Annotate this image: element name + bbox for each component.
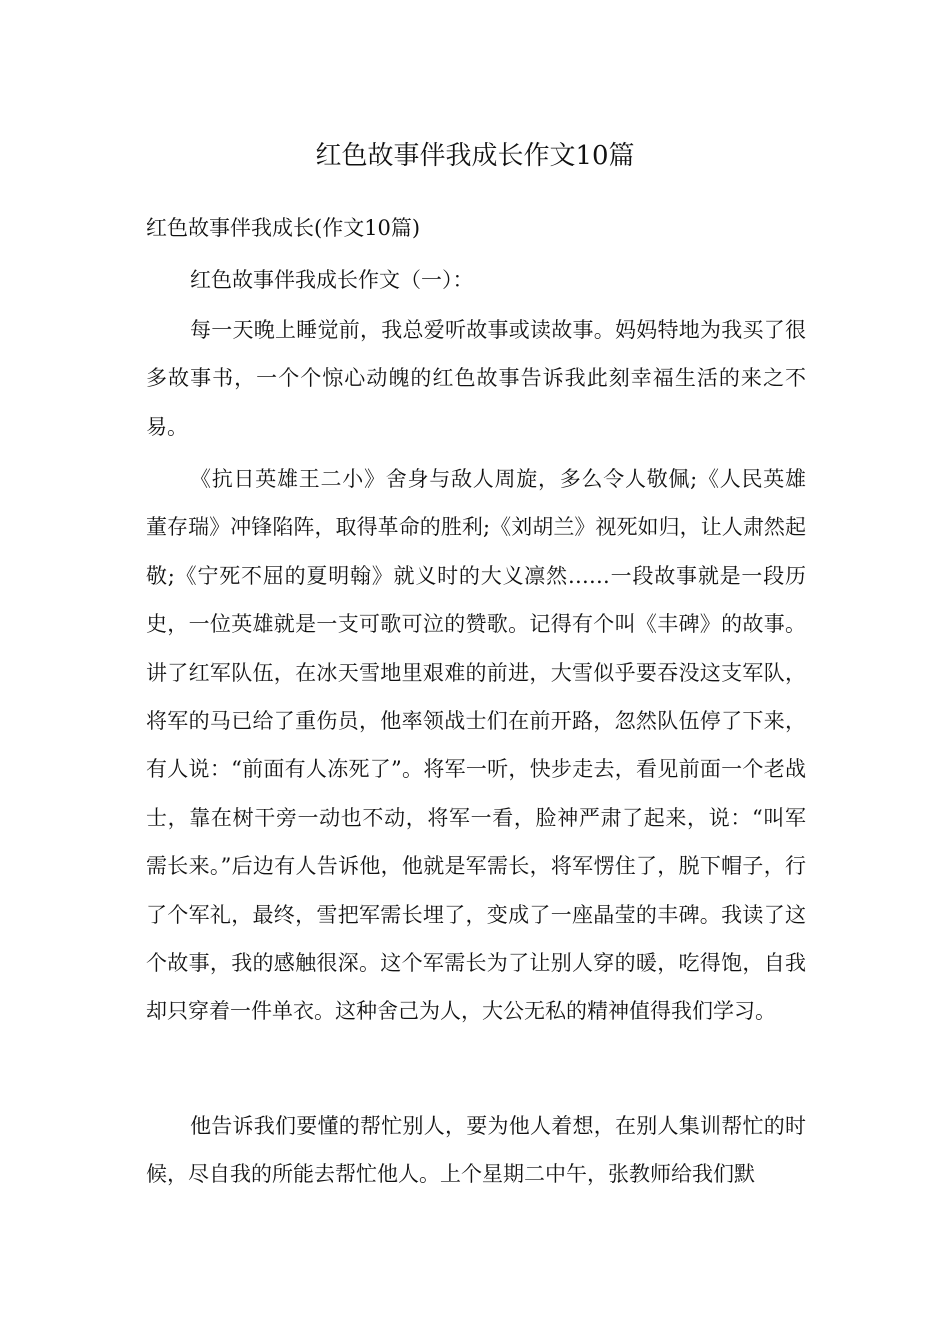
body-paragraph: 每一天晚上睡觉前，我总爱听故事或读故事。妈妈特地为我买了很多故事书，一个个惊心动魄的红色故事告诉我此刻幸福生活的来之不易。 (146, 318, 806, 439)
body-paragraph: 《抗日英雄王二小》舍身与敌人周旋，多么令人敬佩;《人民英雄董存瑞》冲锋陷阵，取得革命的胜利;《刘胡兰》视死如归，让人肃然起敬;《宁死不屈的夏明翰》就义时的大义凛然……一段故事就是一段历史，一位英雄就是一支可歌可泣的赞歌。记得有个叫《丰碑》的故事。讲了红军队伍，在冰天雪地里艰难的前进，大雪似乎要吞没这支军队，将军的马已给了重伤员，他率领战士们在前开路，忽然队伍停了下来，有人说：“前面有人冻死了”。将军一听，快步走去，看见前面一个老战士，靠在树干旁一动也不动，将军一看，脸神严肃了起来，说：“叫军需长来。”后边有人告诉他，他就是军需长，将军愣住了，脱下帽子，行了个军礼，最终，雪把军需长埋了，变成了一座晶莹的丰碑。我读了这个故事，我的感触很深。这个军需长为了让别人穿的暖，吃得饱，自我却只穿着一件单衣。这种舍己为人，大公无私的精神值得我们学习。 (146, 467, 806, 1024)
section-heading: 红色故事伴我成长作文（一）： (190, 268, 474, 292)
document-subtitle: 红色故事伴我成长(作文10篇) (146, 216, 421, 240)
document-title: 红色故事伴我成长作文10篇 (315, 141, 635, 171)
body-paragraph: 他告诉我们要懂的帮忙别人，要为他人着想，在别人集训帮忙的时候，尽自我的所能去帮忙他人。上个星期二中午，张教师给我们默 (146, 1114, 806, 1187)
